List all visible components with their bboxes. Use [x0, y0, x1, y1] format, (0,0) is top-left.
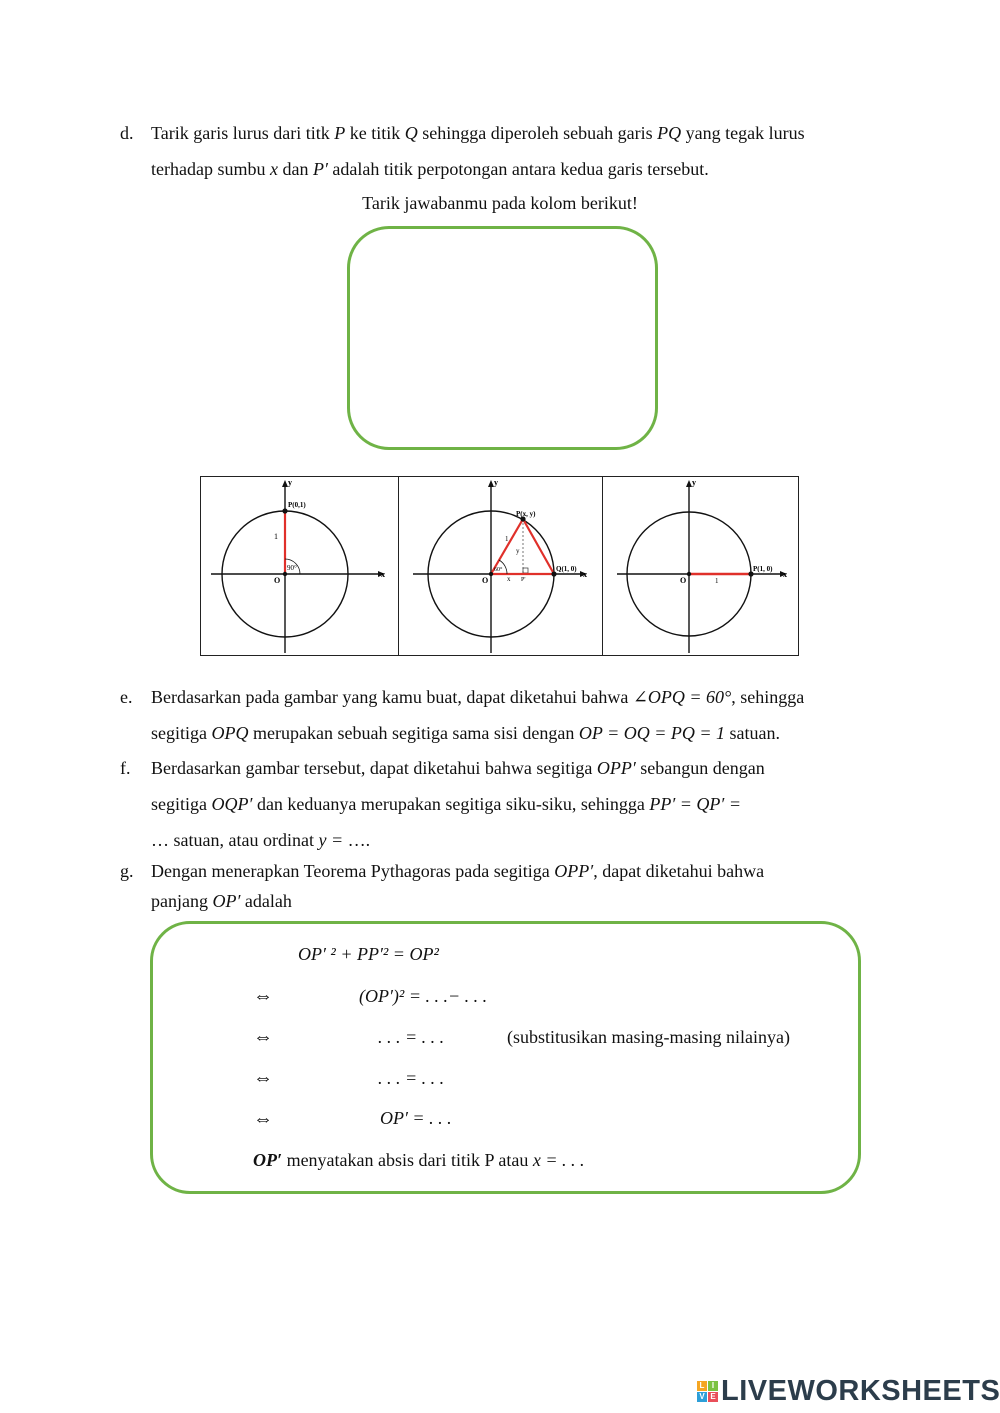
iff-symbol-2: ⇔	[253, 1026, 273, 1048]
point-p-label: P(1, 0)	[753, 565, 773, 573]
y-axis-label: y	[494, 478, 498, 487]
liveworksheets-brand	[697, 1375, 1000, 1408]
equation-4: . . . = . . .	[378, 1068, 445, 1088]
radius-label: 1	[505, 535, 509, 543]
item-e-line1: Berdasarkan pada gambar yang kamu buat, dapat diketahui bahwa ∠OPQ = 60°, sehingga	[151, 687, 805, 707]
figure-panel-1	[201, 477, 398, 655]
foot-label: P'	[521, 577, 526, 583]
iff-symbol-1: ⇔	[253, 985, 273, 1007]
origin-point	[687, 572, 691, 576]
brand-name: LIVEWORKSHEETS	[721, 1375, 1000, 1407]
figure-panel-2	[398, 477, 602, 655]
equation-3-note: (substitusikan masing-masing nilainya)	[507, 1027, 790, 1047]
origin-point	[283, 572, 287, 576]
y-label: y	[516, 547, 520, 555]
item-e	[120, 679, 880, 751]
item-g	[120, 856, 880, 916]
origin-label: O	[680, 576, 687, 585]
angle-label: 60°	[494, 567, 503, 573]
point-p	[282, 508, 287, 513]
x-axis-label: x	[783, 570, 787, 579]
right-angle-mark	[523, 568, 528, 573]
item-d-line2: terhadap sumbu x dan P′ adalah titik perpotongan antara kedua garis tersebut.	[151, 159, 709, 179]
equation-5: OP′ = . . .	[380, 1108, 452, 1128]
equation-1: OP′ ² + PP′² = OP²	[298, 944, 439, 964]
angle-label: 90°	[287, 564, 297, 572]
equation-3: . . . = . . .	[378, 1027, 445, 1047]
y-axis-label: y	[692, 478, 696, 487]
x-axis-label: x	[583, 570, 587, 579]
item-f-line1: Berdasarkan gambar tersebut, dapat diketahui bahwa segitiga OPP′ sebangun dengan	[151, 758, 765, 778]
figure-panel-3	[602, 477, 798, 655]
answer-drawing-box[interactable]	[347, 226, 658, 450]
point-p-label: P(0,1)	[288, 501, 306, 509]
item-f-label: f.	[120, 758, 131, 778]
triangle-opq	[491, 519, 554, 574]
item-f	[120, 750, 880, 858]
item-g-line2: panjang OP′ adalah	[151, 891, 292, 911]
origin-label: O	[274, 576, 281, 585]
origin-point	[489, 572, 493, 576]
item-g-line1: Dengan menerapkan Teorema Pythagoras pada segitiga OPP′, dapat diketahui bahwa	[151, 861, 765, 881]
item-f-line2: segitiga OQP′ dan keduanya merupakan segitiga siku-siku, sehingga PP′ = QP′ =	[151, 794, 741, 814]
brand-logo-icon: L I V E	[697, 1381, 718, 1402]
y-axis-label: y	[288, 478, 292, 487]
origin-label: O	[482, 576, 489, 585]
radius-label: 1	[274, 532, 278, 541]
unit-circle-figures	[200, 476, 799, 656]
point-q-label: Q(1, 0)	[556, 565, 577, 573]
item-d	[120, 115, 880, 187]
iff-symbol-4: ⇔	[253, 1108, 273, 1130]
instruction: Tarik jawabanmu pada kolom berikut!	[362, 193, 638, 213]
item-e-label: e.	[120, 687, 133, 707]
equation-2: (OP′)² = . . .− . . .	[359, 986, 488, 1006]
radius-label: 1	[715, 577, 719, 585]
item-d-line1: Tarik garis lurus dari titk P ke titik Q sehingga diperoleh sebuah garis PQ yang tegak lurus	[151, 123, 805, 143]
item-d-label: d.	[120, 123, 134, 143]
point-p-label: P(x, y)	[516, 510, 536, 518]
conclusion: OP′ menyatakan absis dari titik P atau x = . . .	[253, 1150, 585, 1170]
x-axis-label: x	[381, 570, 385, 579]
item-e-line2: segitiga OPQ merupakan sebuah segitiga sama sisi dengan OP = OQ = PQ = 1 satuan.	[151, 723, 781, 743]
item-f-line3: … satuan, atau ordinat y = ….	[151, 830, 371, 850]
iff-symbol-3: ⇔	[253, 1067, 273, 1089]
item-g-label: g.	[120, 861, 134, 881]
x-label: x	[507, 575, 511, 583]
